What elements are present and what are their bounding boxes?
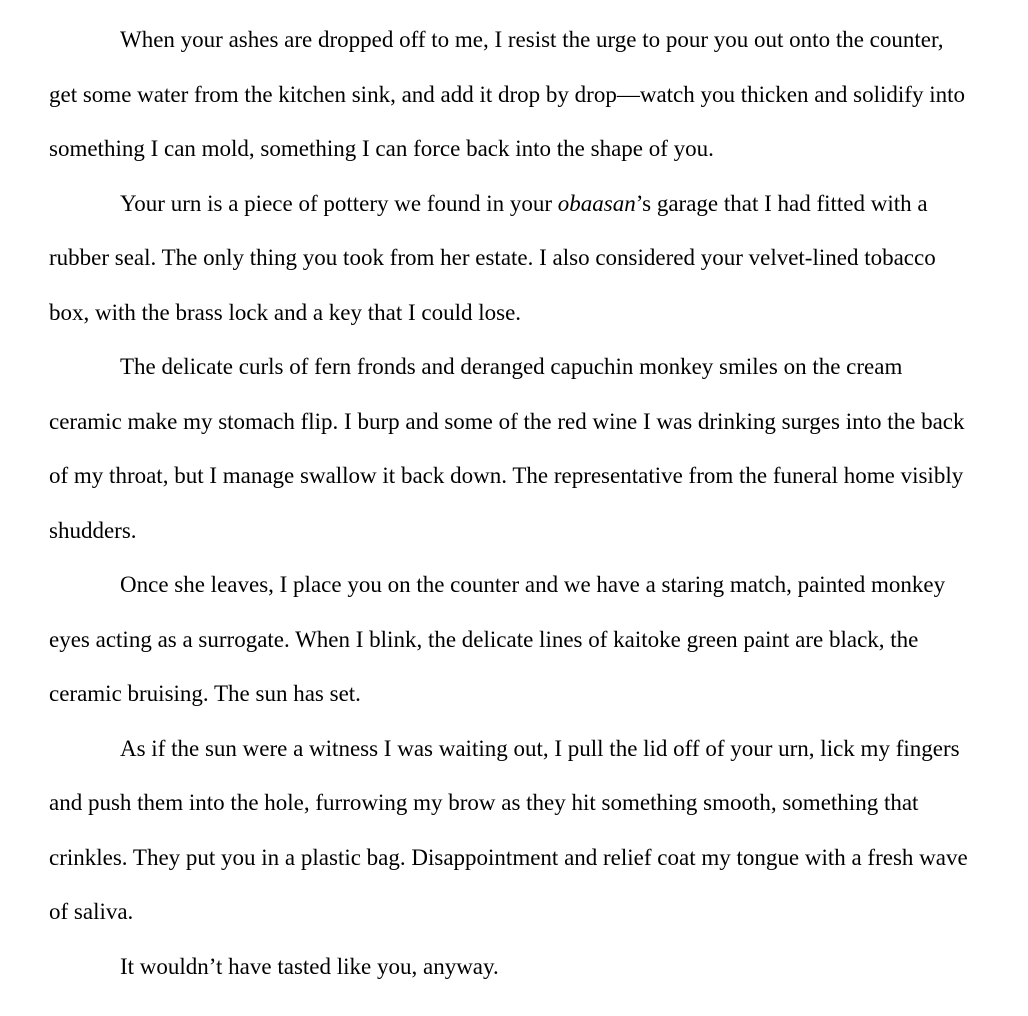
paragraph-1-text: When your ashes are dropped off to me, I resist the urge to pour you out onto the counter, get some water from the kitchen sink, and add it drop by drop—watch you thicken and solidify into something I can mold, something I can force back into the shape of you. (49, 27, 965, 161)
paragraph-3 (49, 340, 974, 558)
paragraph-2-text-before-italic: Your urn is a piece of pottery we found in your (120, 190, 558, 216)
paragraph-4-text: Once she leaves, I place you on the counter and we have a staring match, painted monkey eyes acting as a surrogate. When I blink, the delicate lines of kaitoke green paint are black, the ceramic bruising. The sun has set. (49, 572, 946, 706)
paragraph-2-italic-word: obaasan (557, 190, 636, 216)
document-body (49, 13, 974, 994)
paragraph-2 (49, 177, 974, 341)
paragraph-1 (49, 13, 974, 177)
paragraph-2-text-after-italic: ’s garage that I had fitted with a rubber seal. The only thing you took from her estate. I also considered your velvet-lined tobacco box, with the brass lock and a key that I could lose. (49, 190, 936, 325)
paragraph-3-text: The delicate curls of fern fronds and deranged capuchin monkey smiles on the cream ceramic make my stomach flip. I burp and some of the red wine I was drinking surges into the back of my throat, but I manage swallow it back down. The representative from the funeral home visibly shudders. (49, 354, 965, 543)
paragraph-5-text: As if the sun were a witness I was waiting out, I pull the lid off of your urn, lick my fingers and push them into the hole, furrowing my brow as they hit something smooth, something that crinkles. They put you in a plastic bag. Disappointment and relief coat my tongue with a fresh wave of saliva. (49, 735, 968, 924)
paragraph-6 (49, 940, 974, 995)
paragraph-4 (49, 558, 974, 722)
paragraph-6-text: It wouldn’t have tasted like you, anyway. (120, 953, 499, 979)
paragraph-5 (49, 722, 974, 940)
